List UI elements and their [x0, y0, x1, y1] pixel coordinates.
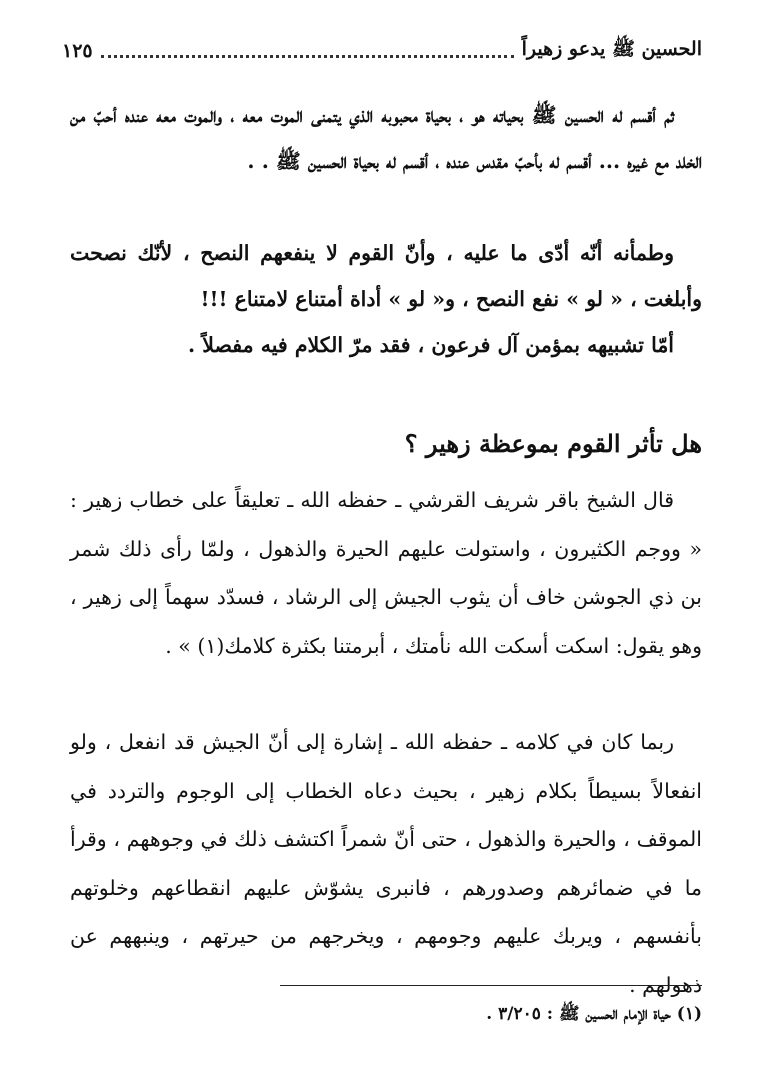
paragraph-text: وطمأنه أنّه أدّى ما عليه ، وأنّ القوم لا ينفعهم النصح ، لأنّك نصحت وأبلغت ، « لو » نفع النصح ، و« لو » أداة أمتناع لامتناع !!!	[70, 241, 702, 311]
footnote-divider	[280, 985, 702, 986]
paragraph-pharaoh	[70, 322, 702, 368]
paragraph-oath	[70, 92, 702, 184]
paragraph-text: أمّا تشبيهه بمؤمن آل فرعون ، فقد مرّ الكلام فيه مفصلاً .	[187, 333, 674, 357]
paragraph-analysis	[70, 718, 702, 1009]
section-heading: هل تأثر القوم بموعظة زهير ؟	[404, 429, 702, 458]
paragraph-text: ثم أقسم له الحسين ﷺ بحياته هو ، بحياة محبوبه الذي يتمنى الموت معه ، والموت معه عنده أحبّ من الخلد مع غيره ... أقسم له بأحبّ مقدس عنده ، أقسم له بحياة الحسين ﷺ . .	[70, 103, 702, 173]
footnote: (١) حياة الإمام الحسين ﷺ : ٣/٢٠٥ .	[486, 1004, 702, 1024]
page-number: ١٢٥	[62, 40, 93, 62]
paragraph-quote	[70, 476, 702, 670]
paragraph-text: ربما كان في كلامه ـ حفظه الله ـ إشارة إلى أنّ الجيش قد انفعل ، ولو انفعالاً بسيطاً بكلام زهير ، بحيث دعاه الخطاب إلى الوجوم والتردد في الموقف ، والحيرة والذهول ، حتى أنّ شمراً اكتشف ذلك في وجوههم ، وقرأ ما في ضمائرهم وصدورهم ، فانبرى يشوّش عليهم انقطاعهم وخلوتهم بأنفسهم ، ويربك عليهم وجومهم ، ويخرجهم من حيرتهم ، وينبههم عن ذهولهم .	[70, 730, 702, 997]
running-header	[62, 36, 702, 66]
header-title: الحسين ﷺ يدعو زهيراً	[521, 38, 702, 60]
paragraph-text: قال الشيخ باقر شريف القرشي ـ حفظه الله ـ تعليقاً على خطاب زهير : « ووجم الكثيرون ، واستولت عليهم الحيرة والذهول ، ولمّا رأى ذلك شمر بن ذي الجوشن خاف أن يثوب الجيش إلى الرشاد ، فسدّد سهماً إلى زهير ، وهو يقول: اسكت أسكت الله نأمتك ، أبرمتنا بكثرة كلامك(١) » .	[70, 488, 702, 658]
header-dot-leader	[101, 55, 514, 58]
paragraph-reassurance	[70, 230, 702, 322]
